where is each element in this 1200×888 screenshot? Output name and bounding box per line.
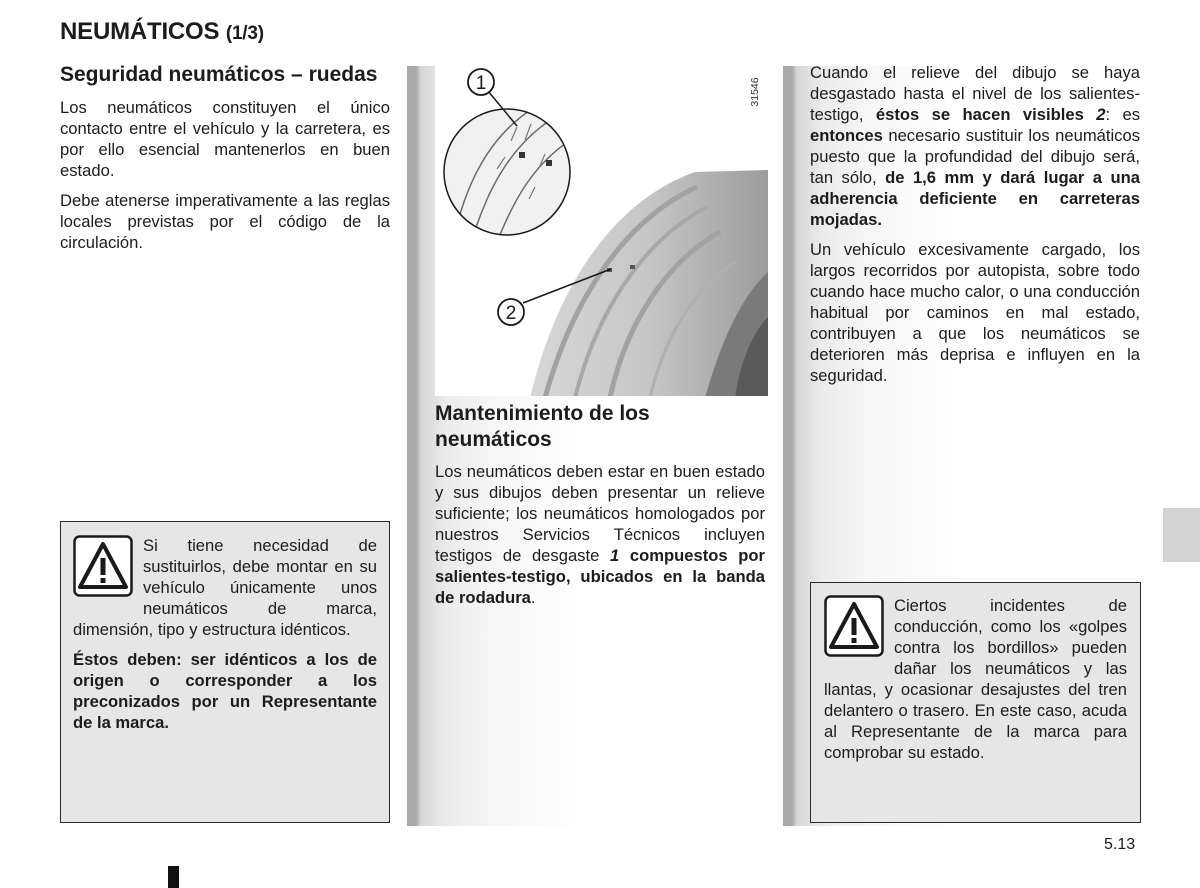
warning-box-right [810,582,1141,823]
wear-text-b: éstos se hacen visibles [875,105,1097,124]
warning-left-paragraph-1: Si tiene necesidad de sustituirlos, debe montar en su vehículo únicamente unos neumáticos de marca, dimensión, tipo y estructura idénticos. [73,536,377,639]
wear-text-f: de 1,6 mm y dará lugar a una adherencia deficiente en carreteras mojadas. [810,168,1140,229]
middle-column [435,401,765,608]
section-heading-safety: Seguridad neumáticos – ruedas [60,63,378,86]
print-mark [168,866,179,888]
safety-paragraph-1: Los neumáticos constituyen el único contacto entre el vehículo y la carretera, es por ello esencial mantenerlos en buen estado. [60,98,390,180]
warning-left-paragraph-2: Éstos deben: ser idénticos a los de origen o corresponder a los preconizados por un Representante de la marca. [73,650,377,732]
section-heading-maintenance: Mantenimiento de los neumáticos [435,402,650,451]
right-column [810,62,1140,386]
maintenance-text-end: . [530,588,536,607]
wear-callout-num: 2 [1096,105,1106,124]
wear-text-d: entonces [810,126,883,145]
warning-right-paragraph: Ciertos incidentes de conducción, como los «golpes contra los bordillos» pueden dañar los neumáticos y las llantas, y ocasionar desajustes del tren delantero o trasero. En este caso, acuda al Representante de la marca para comprobar su estado. [824,596,1127,762]
title-main: NEUMÁTICOS [60,18,220,45]
callout-2-label: 2 [505,303,517,324]
wear-text-e: necesario sustituir los neumáticos puesto que la profundidad del dibujo será, tan sólo, [810,126,1140,187]
chapter-tab [1163,508,1200,562]
maintenance-text-bold: compuestos por salientes-testigo, ubicados en la banda de rodadura [435,546,765,607]
wear-text-c: : es [1105,105,1140,124]
load-paragraph: Un vehículo excesivamente cargado, los largos recorridos por autopista, sobre todo cuando hace mucho calor, o una conducción habitual por caminos en mal estado, contribuyen a que los neumáticos se deterioren más deprisa e influyen en la seguridad. [810,240,1140,385]
tire-wear-figure [435,62,768,398]
page-number: 5.13 [1104,836,1136,853]
callout-1-label: 1 [475,73,487,94]
left-column [60,62,390,253]
maintenance-callout-num: 1 [609,546,620,565]
wear-text-a: Cuando el relieve del dibujo se haya desgastado hasta el nivel de los salientes-testigo, [810,63,1140,124]
maintenance-paragraph [435,461,765,608]
wear-paragraph [810,62,1140,230]
maintenance-text-intro: Los neumáticos deben estar en buen estado y sus dibujos deben presentar un relieve suficiente; los neumáticos homologados por nuestros Servicios Técnicos incluyen testigos de desgaste [435,462,765,565]
title-part: (1/3) [225,23,264,44]
safety-paragraph-2: Debe atenerse imperativamente a las reglas locales previstas por el código de la circulación. [60,191,390,252]
figure-reference-number: 31546 [749,77,761,107]
warning-box-left [60,521,390,823]
warning-icon [73,535,133,597]
warning-icon [824,595,884,657]
page-title [60,18,264,46]
